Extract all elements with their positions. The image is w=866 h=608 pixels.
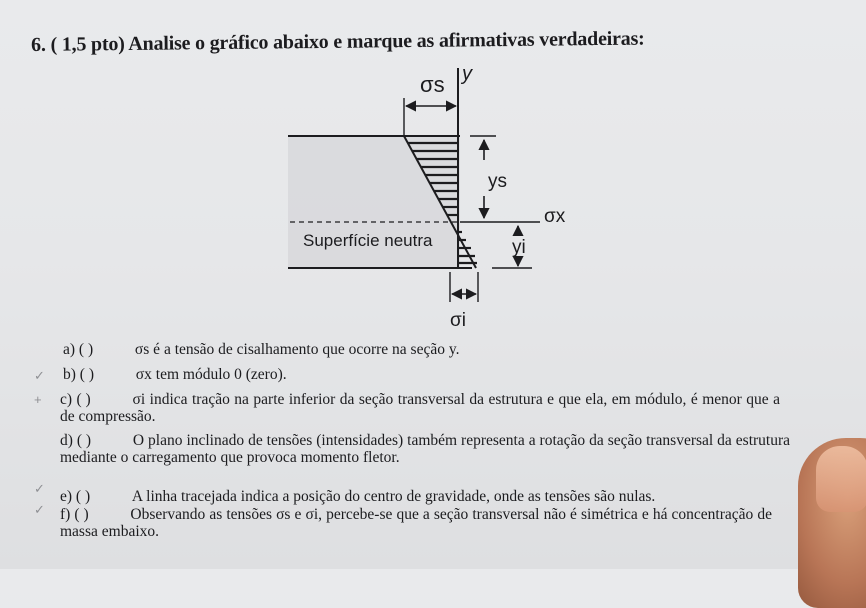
option-d-checkbox[interactable]: ( ) <box>76 432 92 449</box>
option-b <box>63 366 287 383</box>
option-f <box>60 506 772 540</box>
option-c-checkbox[interactable]: ( ) <box>76 391 91 408</box>
pencil-mark-c: + <box>34 392 42 407</box>
option-b-letter: b) <box>63 366 76 383</box>
option-a-letter: a) <box>63 341 76 358</box>
label-ys: ys <box>488 171 507 192</box>
option-b-checkbox[interactable]: ( ) <box>79 366 94 383</box>
option-a <box>63 341 459 358</box>
label-yi: yi <box>512 237 526 258</box>
option-e-letter: e) <box>60 488 73 505</box>
question-number: 6. <box>31 33 46 56</box>
option-f-text: Observando as tensões σs e σi, percebe-se que a seção transversal não é simétrica e há concentração de massa embaixo. <box>60 506 772 540</box>
option-d-letter: d) <box>60 432 73 449</box>
label-sigma-x: σx <box>544 206 566 227</box>
pencil-mark-b: ✓ <box>34 368 45 383</box>
option-f-letter: f) <box>60 506 71 523</box>
option-c-letter: c) <box>60 391 73 408</box>
label-sigma-s: σs <box>420 72 445 97</box>
option-c-text: σi indica tração na parte inferior da seção transversal da estrutura e que ela, em módulo, é menor que a de compressão. <box>60 391 780 425</box>
thumb-nail <box>816 446 866 512</box>
option-b-text: σx tem módulo 0 (zero). <box>135 366 287 383</box>
question-points: ( 1,5 pto) <box>50 33 125 56</box>
option-e-text: A linha tracejada indica a posição do centro de gravidade, onde as tensões são nulas. <box>131 488 656 505</box>
pencil-mark-e: ✓ <box>34 481 45 496</box>
label-neutral-surface: Superfície neutra <box>303 231 433 250</box>
pencil-mark-f: ✓ <box>34 502 45 517</box>
option-d <box>60 432 790 466</box>
option-d-text: O plano inclinado de tensões (intensidades) também representa a rotação da seção transversal da estrutura mediante o carregamento que provoca momento fletor. <box>60 432 791 466</box>
question-prompt: Analise o gráfico abaixo e marque as afirmativas verdadeiras: <box>128 27 645 55</box>
tension-hatching <box>458 232 477 263</box>
option-e <box>60 488 655 505</box>
option-e-checkbox[interactable]: ( ) <box>75 488 91 505</box>
option-a-checkbox[interactable]: ( ) <box>78 341 94 358</box>
option-f-checkbox[interactable]: ( ) <box>74 506 89 523</box>
option-c <box>60 391 780 425</box>
label-y-axis: y <box>462 63 472 85</box>
option-a-text: σs é a tensão de cisalhamento que ocorre na seção y. <box>134 341 460 358</box>
label-sigma-i: σi <box>450 310 466 331</box>
